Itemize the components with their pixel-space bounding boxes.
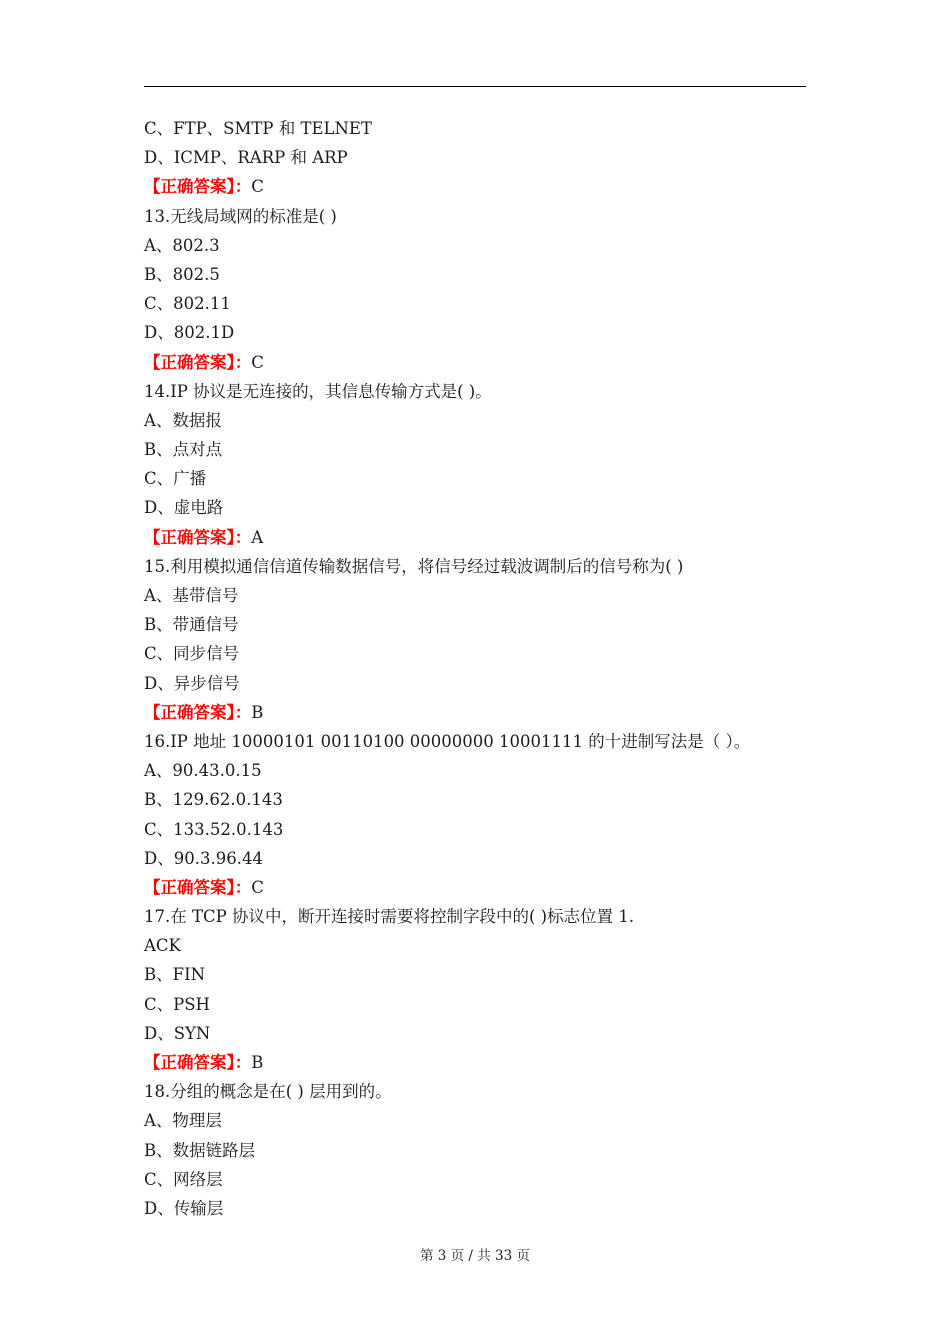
option-line: D、虚电路 [144,498,224,518]
option-line: C、802.11 [144,294,231,314]
answer-value: A [251,527,264,547]
answer-value: C [251,352,264,372]
question-line: 14.IP 协议是无连接的，其信息传输方式是( )。 [144,381,492,401]
answer-value: B [251,1053,264,1072]
option-line: B、FIN [144,965,206,985]
header-rule [144,86,806,87]
option-line: B、点对点 [144,440,223,460]
option-line: A、数据报 [144,410,222,430]
answer-value: B [251,702,264,722]
option-line: B、数据链路层 [144,1140,256,1160]
option-line: D、90.3.96.44 [144,848,263,868]
answer-label: 【正确答案】： [144,352,252,372]
option-line: D、传输层 [144,1198,224,1218]
text-line: ACK [144,936,181,956]
option-line: A、90.43.0.15 [144,761,262,781]
option-line: C、PSH [144,994,210,1014]
option-line: C、同步信号 [144,644,240,664]
answer-label: 【正确答案】： [144,877,252,897]
answer-value: C [251,177,264,197]
answer-line [144,172,806,201]
answer-line [144,348,806,377]
question-line: 18.分组的概念是在( ) 层用到的。 [144,1082,392,1102]
option-line: C、FTP、SMTP 和 TELNET [144,119,372,138]
page-content [144,114,806,1223]
question-line: 17.在 TCP 协议中，断开连接时需要将控制字段中的( )标志位置 1. [144,907,635,927]
option-line: C、网络层 [144,1169,223,1189]
answer-label: 【正确答案】： [144,702,252,722]
answer-line [144,698,806,727]
page-footer: 第 3 页 / 共 33 页 [419,1248,531,1264]
option-line: C、133.52.0.143 [144,819,284,839]
question-line: 13.无线局域网的标准是( ) [144,206,337,226]
answer-line [144,1048,806,1077]
option-line: B、129.62.0.143 [144,790,283,810]
question-line: 16.IP 地址 10000101 00110100 00000000 10001111 的十进制写法是（ ）。 [144,731,751,751]
option-line: A、802.3 [144,235,220,255]
answer-label: 【正确答案】： [144,1053,252,1072]
option-line: D、802.1D [144,323,235,343]
answer-line [144,873,806,902]
answer-label: 【正确答案】： [144,527,252,547]
answer-label: 【正确答案】： [144,177,252,197]
option-line: B、带通信号 [144,615,239,635]
option-line: D、异步信号 [144,673,240,693]
answer-line [144,523,806,552]
option-line: A、物理层 [144,1111,222,1131]
option-line: A、基带信号 [144,586,239,605]
option-line: B、802.5 [144,264,220,284]
answer-value: C [251,877,264,897]
question-line: 15.利用模拟通信信道传输数据信号，将信号经过载波调制后的信号称为( ) [144,556,684,576]
option-line: D、ICMP、RARP 和 ARP [144,148,348,168]
option-line: D、SYN [144,1023,211,1043]
option-line: C、广播 [144,469,207,489]
